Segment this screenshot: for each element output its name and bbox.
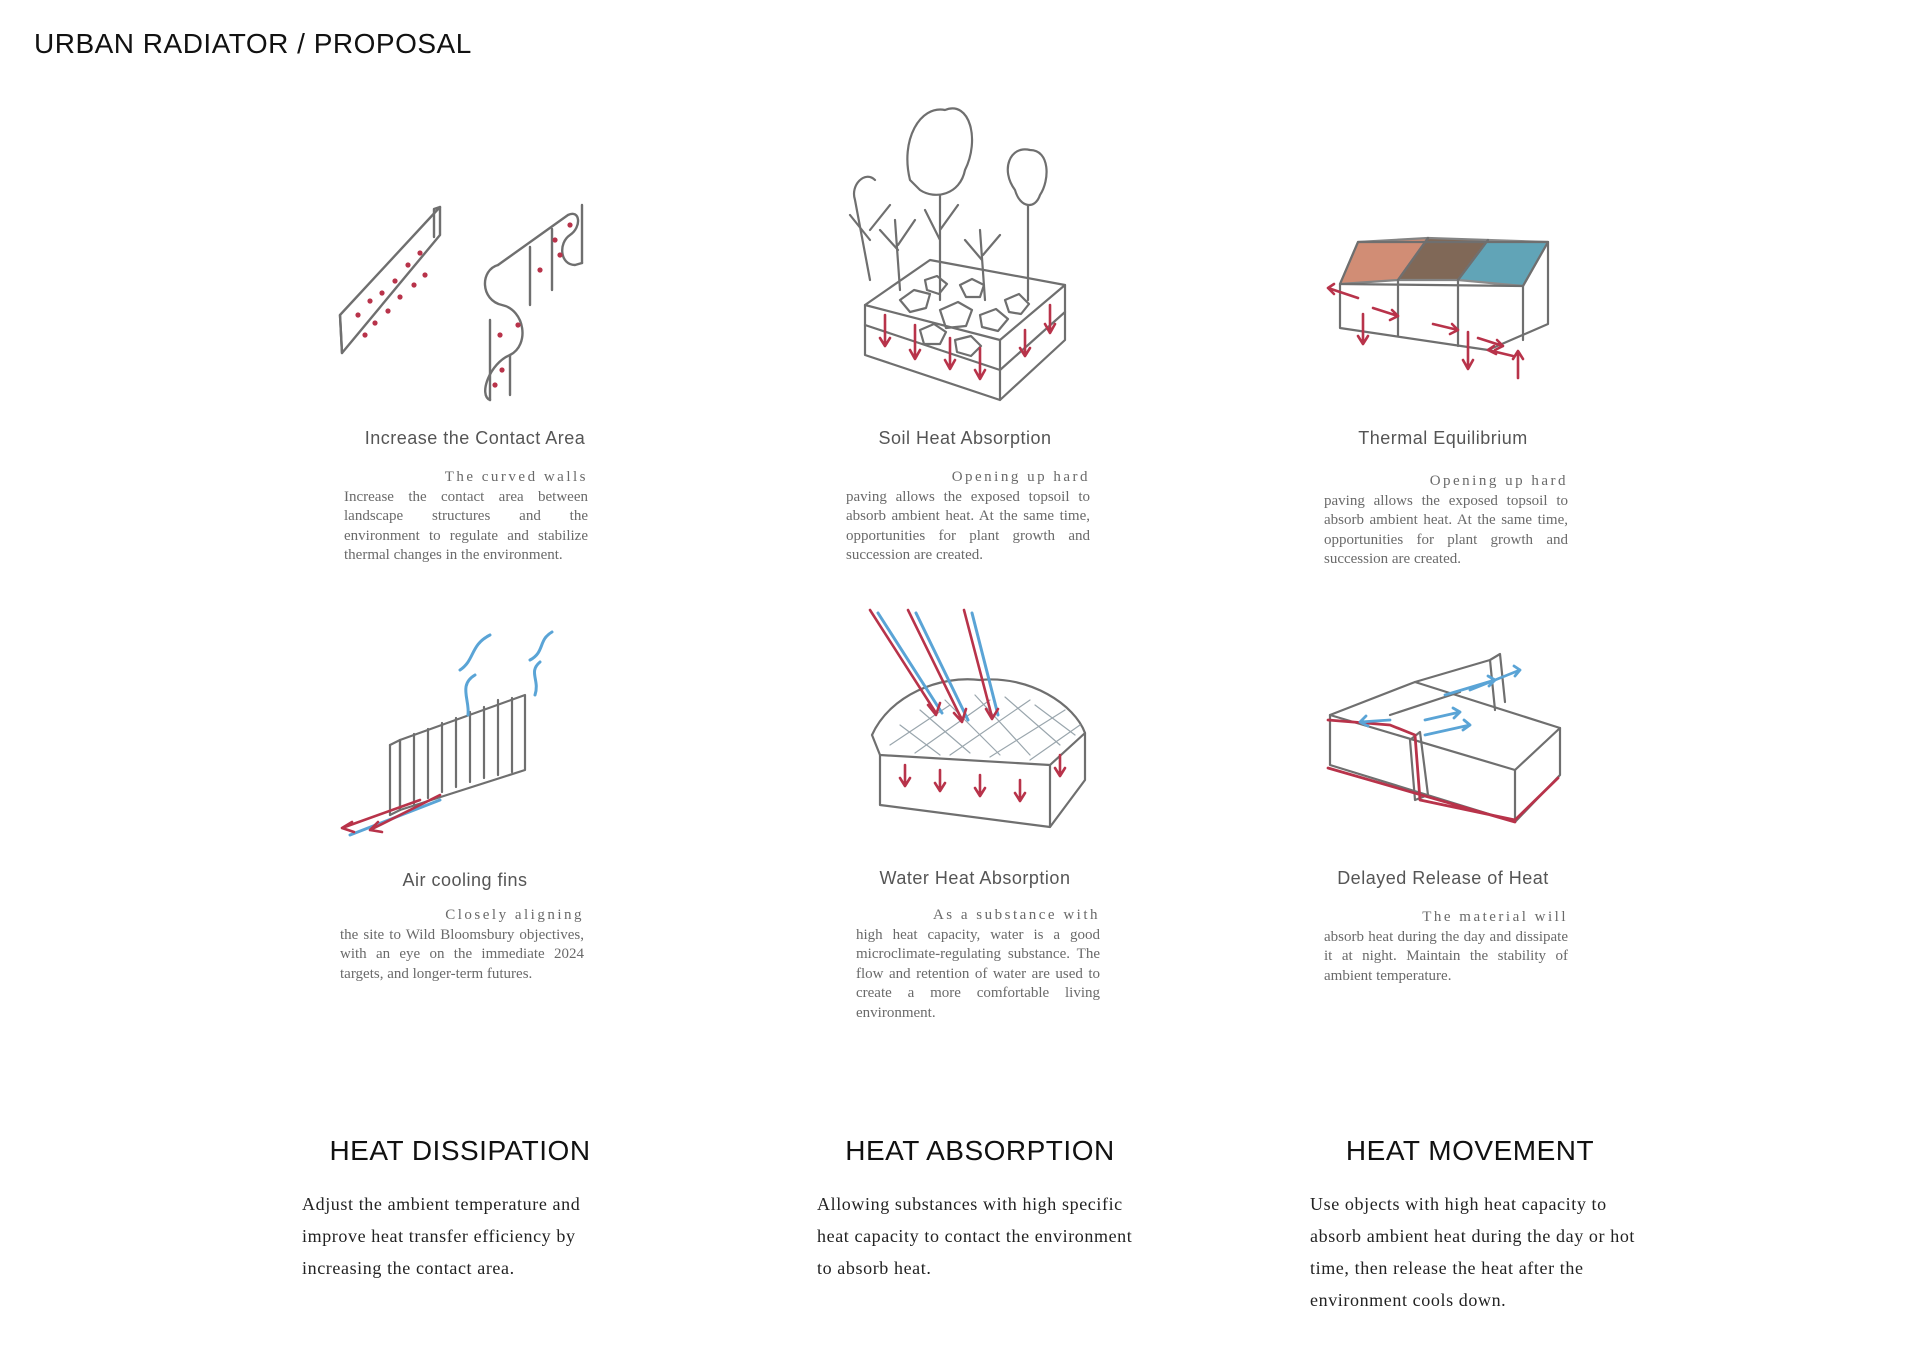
diagram-title-equilibrium: Thermal Equilibrium — [1358, 428, 1528, 448]
diagram-title-soil: Soil Heat Absorption — [878, 428, 1052, 448]
section-text-heat-dissipation: Adjust the ambient temperature and improve heat transfer efficiency by increasing the contact area. — [302, 1194, 581, 1278]
section-title-heat-movement: HEAT MOVEMENT — [1345, 1135, 1595, 1166]
material-blocks-sketch — [1318, 228, 1568, 388]
diagram-text-soil — [846, 468, 1090, 566]
diagram-body-fins: the site to Wild Bloomsbury objectives, with an eye on the immediate 2024 targets, and longer-term futures. — [340, 926, 584, 982]
diagram-body-equilibrium: paving allows the exposed topsoil to absorb ambient heat. At the same time, opportunities for plant growth and succession are created. — [1324, 492, 1568, 567]
diagram-title-water: Water Heat Absorption — [879, 868, 1071, 888]
diagram-lead-contact-area: The curved walls — [444, 469, 588, 485]
section-title-heat-dissipation: HEAT DISSIPATION — [329, 1135, 591, 1166]
diagram-text-contact-area — [344, 468, 588, 566]
section-text-heat-absorption: Allowing substances with high specific heat capacity to contact the environment to absorb heat. — [817, 1194, 1133, 1278]
diagram-text-equilibrium — [1324, 472, 1568, 570]
section-title-heat-absorption: HEAT ABSORPTION — [845, 1135, 1115, 1166]
page-title: URBAN RADIATOR / PROPOSAL — [34, 28, 472, 59]
diagram-lead-soil: Opening up hard — [951, 469, 1090, 485]
section-text-heat-movement: Use objects with high heat capacity to absorb ambient heat during the day or hot time, then release the heat after the environment cools down. — [1310, 1194, 1636, 1310]
diagram-title-fins: Air cooling fins — [402, 870, 528, 890]
water-basin-sketch — [860, 605, 1100, 835]
diagram-text-delayed — [1324, 908, 1568, 986]
diagram-text-water — [856, 906, 1100, 1023]
diagram-body-delayed: absorb heat during the day and dissipate it at night. Maintain the stability of ambient temperature. — [1324, 928, 1568, 984]
diagram-body-contact-area: Increase the contact area between landscape structures and the environment to regulate and stabilize thermal changes in the environment. — [344, 488, 588, 563]
delayed-release-sketch — [1320, 640, 1570, 830]
diagram-body-water: high heat capacity, water is a good microclimate-regulating substance. The flow and retention of water are used to create a more comfortable living environment. — [856, 926, 1100, 1021]
diagram-lead-delayed: The material will — [1422, 909, 1568, 925]
cooling-fins-sketch — [330, 630, 600, 840]
diagram-lead-fins: Closely aligning — [445, 907, 584, 923]
curved-walls-sketch — [330, 195, 620, 410]
diagram-lead-water: As a substance with — [932, 907, 1100, 923]
diagram-text-fins — [340, 906, 584, 984]
diagram-title-contact-area: Increase the Contact Area — [364, 428, 586, 448]
diagram-lead-equilibrium: Opening up hard — [1429, 473, 1568, 489]
soil-planter-sketch — [840, 100, 1090, 410]
diagram-body-soil: paving allows the exposed topsoil to absorb ambient heat. At the same time, opportunities for plant growth and succession are created. — [846, 488, 1090, 563]
diagram-title-delayed: Delayed Release of Heat — [1337, 868, 1549, 888]
